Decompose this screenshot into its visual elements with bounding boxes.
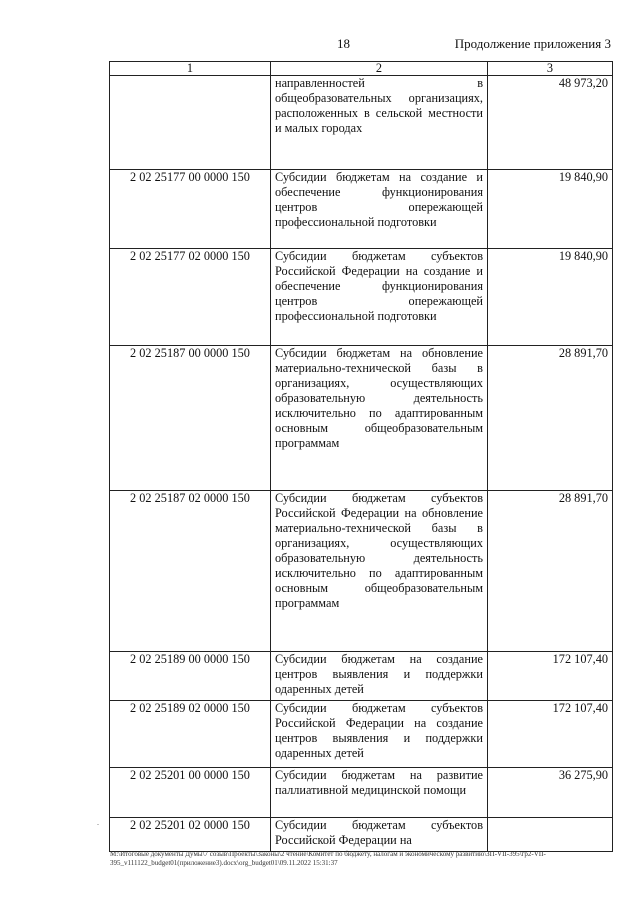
- row-code: 2 02 25201 00 0000 150: [110, 768, 271, 818]
- row-code: 2 02 25201 02 0000 150: [110, 818, 271, 852]
- page-number: 18: [337, 36, 350, 51]
- row-code: 2 02 25177 00 0000 150: [110, 170, 271, 249]
- row-name: Субсидии бюджетам субъектов Российской Федерации на обновление материально-технической базы в организациях, осуществляющих образовательную деятельность исключительно по адаптированным основным общеобразовательным программам: [271, 491, 488, 652]
- row-amount: 28 891,70: [488, 346, 613, 491]
- row-name: направленностей в общеобразовательных организациях, расположенных в сельской местности и малых городах: [271, 76, 488, 170]
- margin-mark: .: [97, 818, 99, 827]
- budget-table: [109, 61, 613, 852]
- table-row: [110, 346, 613, 491]
- row-amount: 36 275,90: [488, 768, 613, 818]
- row-amount: 28 891,70: [488, 491, 613, 652]
- row-code: [110, 76, 271, 170]
- row-code: 2 02 25177 02 0000 150: [110, 249, 271, 346]
- continuation-label: Продолжение приложения 3: [454, 36, 611, 51]
- table-row: [110, 768, 613, 818]
- row-code: 2 02 25187 02 0000 150: [110, 491, 271, 652]
- row-name: Субсидии бюджетам на создание центров выявления и поддержки одаренных детей: [271, 652, 488, 701]
- row-amount: 19 840,90: [488, 249, 613, 346]
- row-name: Субсидии бюджетам на создание и обеспечение функционирования центров опережающей профессиональной подготовки: [271, 170, 488, 249]
- row-name: Субсидии бюджетам субъектов Российской Федерации на: [271, 818, 488, 852]
- table-header-row: [110, 62, 613, 76]
- column-header-name: 2: [271, 62, 488, 76]
- column-header-code: 1: [110, 62, 271, 76]
- table-row: [110, 249, 613, 346]
- table-row: [110, 76, 613, 170]
- row-code: 2 02 25189 00 0000 150: [110, 652, 271, 701]
- column-header-amount: 3: [488, 62, 613, 76]
- table-row: [110, 491, 613, 652]
- row-amount: 172 107,40: [488, 701, 613, 768]
- document-file-path: М:\Итоговые документы Думы\7 созыв\Проекты\Законы\2 чтение\Комитет по бюджету, налогам и экономическому развитию\ЗП-VII-395\гр2-VII-395_v111122_budget01(приложение3).docx\org_budget01\09.11.2022 15:31:37: [110, 850, 546, 867]
- row-amount: 48 973,20: [488, 76, 613, 170]
- row-name: Субсидии бюджетам субъектов Российской Федерации на создание и обеспечение функционирования центров опережающей профессиональной подготовки: [271, 249, 488, 346]
- row-name: Субсидии бюджетам на обновление материально-технической базы в организациях, осуществляющих образовательную деятельность исключительно по адаптированным основным общеобразовательным программам: [271, 346, 488, 491]
- row-name: Субсидии бюджетам на развитие паллиативной медицинской помощи: [271, 768, 488, 818]
- table-row: [110, 818, 613, 852]
- row-code: 2 02 25189 02 0000 150: [110, 701, 271, 768]
- row-amount: 19 840,90: [488, 170, 613, 249]
- row-amount: 172 107,40: [488, 652, 613, 701]
- row-name: Субсидии бюджетам субъектов Российской Федерации на создание центров выявления и поддержки одаренных детей: [271, 701, 488, 768]
- row-code: 2 02 25187 00 0000 150: [110, 346, 271, 491]
- table-row: [110, 170, 613, 249]
- table-row: [110, 652, 613, 701]
- row-amount: [488, 818, 613, 852]
- table-row: [110, 701, 613, 768]
